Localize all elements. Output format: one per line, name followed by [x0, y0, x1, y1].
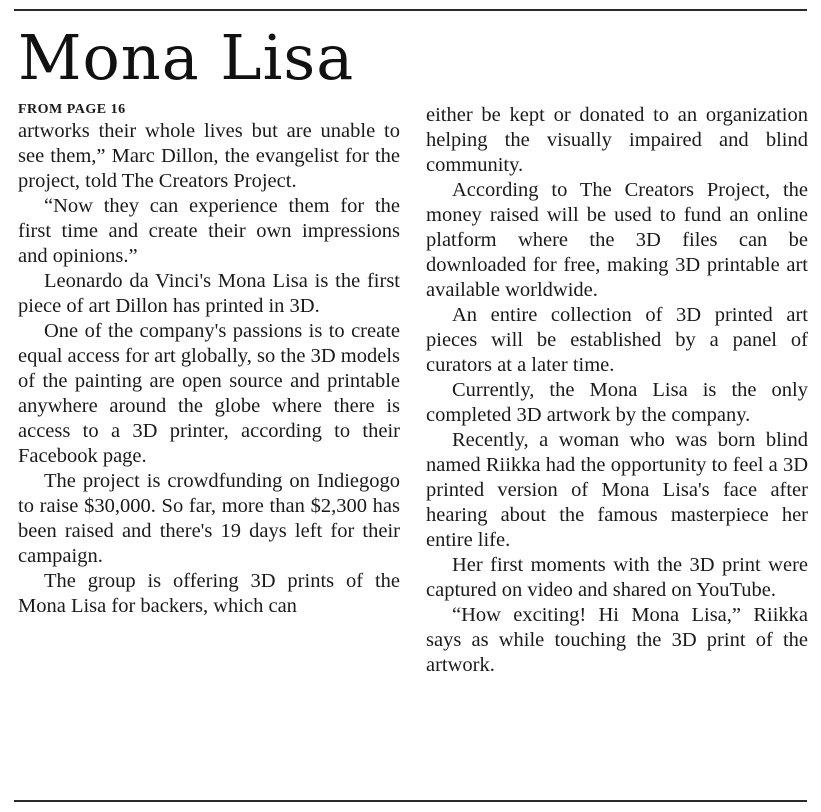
paragraph: artworks their whole lives but are unable to see them,” Marc Dillon, the evangelist for the project, told The Creators Project.	[18, 120, 400, 192]
top-rule	[14, 9, 807, 11]
paragraph: The group is offering 3D prints of the Mona Lisa for backers, which can	[18, 570, 400, 617]
paragraph: Leonardo da Vinci's Mona Lisa is the first piece of art Dillon has printed in 3D.	[18, 270, 400, 317]
paragraph: “How exciting! Hi Mona Lisa,” Riikka says as while touching the 3D print of the artwork.	[426, 604, 808, 676]
paragraph: Currently, the Mona Lisa is the only completed 3D artwork by the company.	[426, 379, 808, 426]
paragraph: The project is crowdfunding on Indiegogo to raise $30,000. So far, more than $2,300 has been raised and there's 19 days left for their campaign.	[18, 470, 400, 567]
paragraph: According to The Creators Project, the money raised will be used to fund an online platform where the 3D files can be downloaded for free, making 3D printable art available worldwide.	[426, 179, 808, 301]
jump-line: FROM PAGE 16	[18, 102, 126, 117]
article-column-right	[426, 103, 808, 678]
paragraph: “Now they can experience them for the first time and create their own impressions and opinions.”	[18, 195, 400, 267]
page-title: Mona Lisa	[18, 21, 355, 94]
paragraph: either be kept or donated to an organization helping the visually impaired and blind community.	[426, 104, 808, 176]
bottom-rule	[14, 800, 807, 802]
paragraph: Recently, a woman who was born blind named Riikka had the opportunity to feel a 3D printed version of Mona Lisa's face after hearing about the famous masterpiece her entire life.	[426, 429, 808, 551]
paragraph: Her first moments with the 3D print were captured on video and shared on YouTube.	[426, 554, 808, 601]
paragraph: An entire collection of 3D printed art pieces will be established by a panel of curators at a later time.	[426, 304, 808, 376]
article-column-left	[18, 101, 400, 619]
paragraph: One of the company's passions is to create equal access for art globally, so the 3D models of the painting are open source and printable anywhere around the globe where there is access to a 3D printer, according to their Facebook page.	[18, 320, 400, 467]
